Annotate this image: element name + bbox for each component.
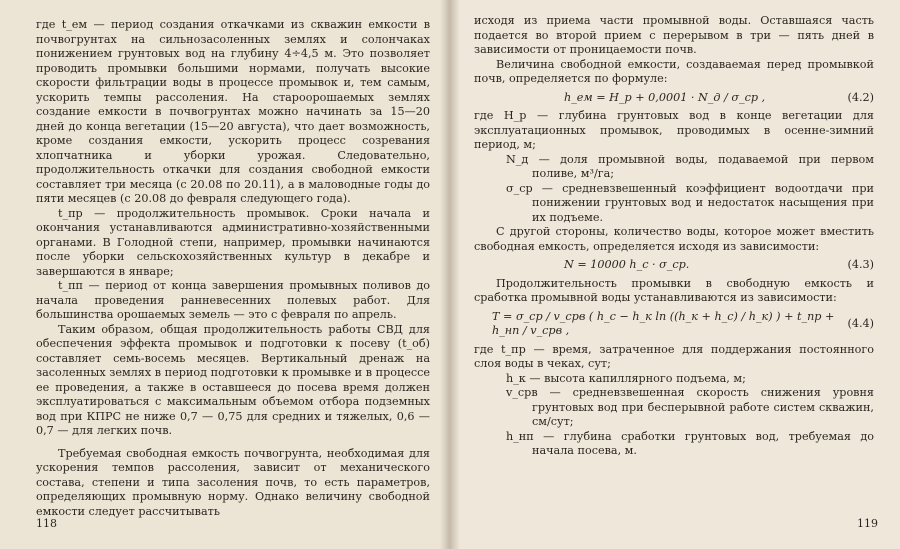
right-page-number: 119 [857,516,878,530]
formula-4-2-number: (4.2) [847,90,874,104]
left-paragraph-4: Таким образом, общая продолжительность работы СВД для обеспечения эффекта промывок и подготовки к посеву (t_об) составляет семь-восемь месяцев. Вертикальный дренаж на засоленных землях в период подготовки к промывке и в процессе ее проведения, а также в оставшееся до посева время должен эксплуатироваться с максимальным объемом отбора подземных вод при КПРС не ниже 0,7 — 0,75 для средних и тяжелых, 0,6 — 0,7 — для легких почв. [36,322,430,437]
right-intro-1: исходя из приема части промывной воды. Оставшаяся часть подается во второй прием с перерывом в три — пять дней в зависимости от проницаемости почв. [474,14,874,56]
formula-4-4-expr: T = σ_ср / v_срв ( h_с − h_к ln ((h_к + h_с) / h_к) ) + t_пр + h_нп / v_срв , [492,309,835,337]
left-paragraph-5: Требуемая свободная емкость почвогрунта, необходимая для ускорения темпов рассоления, зависит от механического состава, степени и типа засоления почв, то есть параметров, определяющих промывную норму. Однако величину свободной емкости следует рассчитывать [36,446,430,518]
left-paragraph-2: t_пр — продолжительность промывок. Сроки начала и окончания устанавливаются административно-хозяйственными органами. В Голодной степи, например, промывки начинаются после уборки сельскохозяйственных культур в декабре и завершаются в январе; [36,206,430,278]
definition-hnp: h_нп — глубина сработки грунтовых вод, требуемая до начала посева, м. [506,429,874,457]
book-gutter [440,0,460,549]
definition-tpr: где t_пр — время, затраченное для поддержания постоянного слоя воды в чеках, сут; [474,342,874,370]
definition-sigma: σ_ср — средневзвешенный коэффициент водоотдачи при понижении грунтовых вод и недостаток насыщения при их подъеме. [506,181,874,224]
definitions-2 [474,343,874,459]
right-intro-2: Величина свободной емкости, создаваемая перед промывкой почв, определяется по формуле: [474,57,874,85]
definition-hk: h_к — высота капиллярного подъема, м; [506,371,746,385]
definition-hr: где H_р — глубина грунтовых вод в конце вегетации для эксплуатационных промывок, проводимых в осенне-зимний период, м; [474,109,874,151]
formula-4-3-expr: N = 10000 h_с · σ_ср. [564,258,690,271]
left-paragraph-1: где t_ем — период создания откачками из скважин емкости в почвогрунтах на сильнозасоленных землях и солончаках понижением грунтовых вод на глубину 4÷4,5 м. Это позволяет проводить промывки большими нормами, получать высокие скорости фильтрации воды в процессе промывок и, тем самым, ускорить темпы рассоления. На староорошаемых землях создание емкости в почвогрунтах можно начинать за 15—20 дней до конца вегетации (15—20 августа), что дает возможность, кроме создания емкости, ускорить процесс созревания хлопчатника и уборки урожая. Следовательно, продолжительность откачки для создания свободной емкости составляет три месяца (с 20.08 по 20.11), а в маловодные годы до пяти месяцев (с 20.08 до февраля следующего года). [36,18,430,205]
formula-4-2 [474,91,874,106]
right-page [450,0,900,549]
definition-nd: N_д — доля промывной воды, подаваемой при первом поливе, м³/га; [506,152,874,180]
definition-vsrv: v_срв — средневзвешенная скорость снижения уровня грунтовых вод при бесперывной работе систем скважин, см/сут; [506,386,874,428]
left-paragraph-3: t_пп — период от конца завершения промывных поливов до начала проведения ранневесенних полевых работ. Для большинства орошаемых земель — это с февраля по апрель. [36,279,430,321]
formula-4-2-expr: h_ем = H_р + 0,0001 · N_д / σ_ср , [564,90,766,104]
formula-4-3-number: (4.3) [847,258,874,271]
right-mid-paragraph-2: Продолжительность промывки в свободную емкость и сработка промывной воды устанавливаются из зависимости: [474,276,874,304]
right-mid-paragraph: С другой стороны, количество воды, которое может вместить свободная емкость, определяется исходя из зависимости: [474,225,874,253]
left-page-number: 118 [36,516,57,530]
formula-4-4-number: (4.4) [847,316,874,330]
formula-4-3 [474,258,874,273]
definitions-1 [474,109,874,225]
formula-4-4 [474,310,874,339]
